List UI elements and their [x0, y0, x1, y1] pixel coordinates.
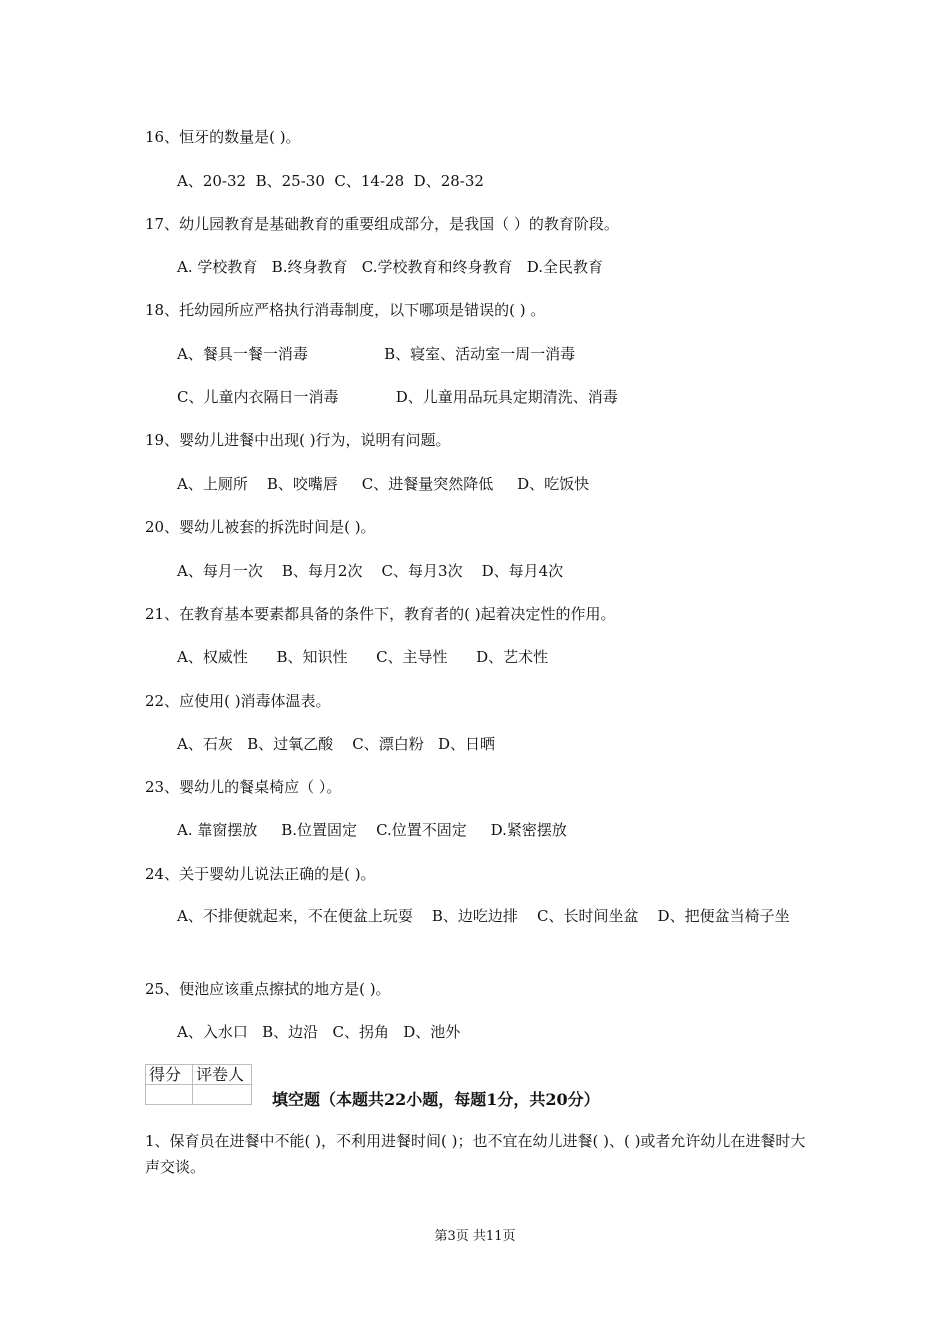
question-17-options: A. 学校教育 B.终身教育 C.学校教育和终身教育 D.全民教育 — [177, 258, 604, 276]
question-20-options: A、每月一次 B、每月2次 C、每月3次 D、每月4次 — [177, 562, 564, 580]
grader-cell — [193, 1085, 252, 1105]
question-20: 20、婴幼儿被套的拆洗时间是( )。 — [145, 518, 376, 536]
question-24-options: A、不排便就起来，不在便盆上玩耍 B、边吃边排 C、长时间坐盆 D、把便盆当椅子坐 — [177, 907, 790, 925]
question-24: 24、关于婴幼儿说法正确的是( )。 — [145, 865, 376, 883]
question-16: 16、恒牙的数量是( )。 — [145, 128, 301, 146]
grader-header: 评卷人 — [193, 1065, 252, 1085]
page-footer: 第3页 共11页 — [434, 1229, 516, 1244]
question-18-options: A、餐具一餐一消毒 B、寝室、活动室一周一消毒 — [177, 345, 576, 363]
question-19-options: A、上厕所 B、咬嘴唇 C、进餐量突然降低 D、吃饭快 — [177, 475, 590, 493]
question-25: 25、便池应该重点擦拭的地方是( )。 — [145, 980, 391, 998]
question-21-options: A、权威性 B、知识性 C、主导性 D、艺术性 — [177, 648, 549, 666]
question-19: 19、婴幼儿进餐中出现( )行为，说明有问题。 — [145, 431, 451, 449]
question-17: 17、幼儿园教育是基础教育的重要组成部分，是我国（ ）的教育阶段。 — [145, 215, 619, 233]
question-22: 22、应使用( )消毒体温表。 — [145, 692, 331, 710]
score-table — [145, 1064, 252, 1105]
score-header: 得分 — [146, 1065, 193, 1085]
question-25-options: A、入水口 B、边沿 C、拐角 D、池外 — [177, 1023, 461, 1041]
fill-question-1: 1、保育员在进餐中不能( )，不利用进餐时间( )；也不宜在幼儿进餐( )、( )或者允许幼儿在进餐时大声交谈。 — [145, 1132, 806, 1176]
question-23: 23、婴幼儿的餐桌椅应（ ）。 — [145, 778, 342, 796]
question-18: 18、托幼园所应严格执行消毒制度，以下哪项是错误的( ) 。 — [145, 301, 546, 319]
section-title: 填空题（本题共22小题，每题1分，共20分） — [272, 1090, 600, 1109]
score-cell — [146, 1085, 193, 1105]
question-16-options: A、20-32 B、25-30 C、14-28 D、28-32 — [177, 172, 484, 190]
question-23-options: A. 靠窗摆放 B.位置固定 C.位置不固定 D.紧密摆放 — [177, 821, 567, 839]
question-18-options-row2: C、儿童内衣隔日一消毒 D、儿童用品玩具定期清洗、消毒 — [177, 388, 618, 406]
question-21: 21、在教育基本要素都具备的条件下，教育者的( )起着决定性的作用。 — [145, 605, 616, 623]
question-22-options: A、石灰 B、过氧乙酸 C、漂白粉 D、日晒 — [177, 735, 496, 753]
